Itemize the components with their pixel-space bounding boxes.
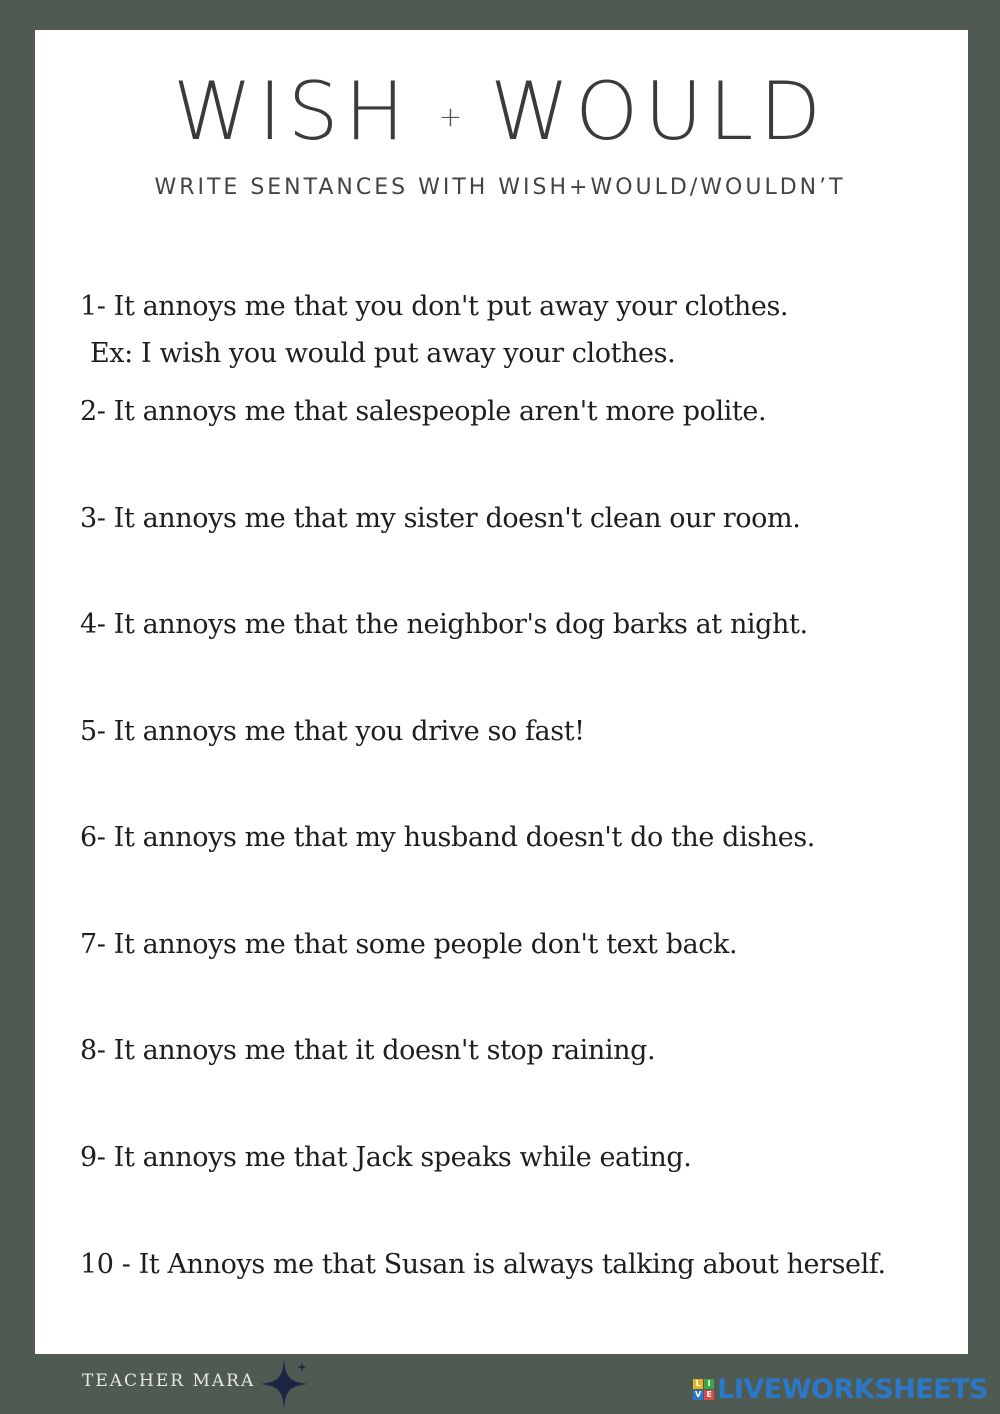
exercise-item-5: 5- It annoys me that you drive so fast! — [80, 716, 585, 747]
exercise-item-7: 7- It annoys me that some people don't text back. — [80, 929, 738, 960]
exercise-item-3: 3- It annoys me that my sister doesn't clean our room. — [80, 503, 801, 534]
page-title — [0, 62, 1000, 167]
exercise-item-1: 1- It annoys me that you don't put away your clothes. — [80, 291, 789, 322]
exercise-item-4: 4- It annoys me that the neighbor's dog barks at night. — [80, 609, 808, 640]
logo-tile-e: E — [704, 1390, 714, 1400]
liveworksheets-logo — [693, 1374, 988, 1405]
exercise-item-6: 6- It annoys me that my husband doesn't do the dishes. — [80, 822, 815, 853]
exercise-item-9: 9- It annoys me that Jack speaks while eating. — [80, 1142, 692, 1173]
exercise-item-8: 8- It annoys me that it doesn't stop raining. — [80, 1035, 656, 1066]
liveworksheets-logo-icon — [693, 1379, 714, 1400]
exercise-item-2: 2- It annoys me that salespeople aren't more polite. — [80, 396, 767, 427]
title-word-wish: WISH — [173, 65, 411, 158]
title-word-would: WOULD — [490, 65, 827, 158]
liveworksheets-brand-text: LIVEWORKSHEETS — [717, 1374, 988, 1405]
exercise-item-10: 10 - It Annoys me that Susan is always talking about herself. — [80, 1249, 886, 1280]
author-name: TEACHER MARA — [82, 1371, 256, 1391]
page-subtitle: WRITE SENTANCES WITH WISH+WOULD/WOULDN’T — [154, 175, 846, 200]
four-point-star-icon — [256, 1356, 312, 1412]
logo-tile-v: V — [695, 1390, 702, 1399]
example-answer: Ex: I wish you would put away your clothes. — [90, 338, 676, 369]
logo-tile-i: I — [704, 1379, 714, 1389]
logo-tile-l: L — [693, 1379, 703, 1389]
title-plus: + — [438, 100, 463, 133]
